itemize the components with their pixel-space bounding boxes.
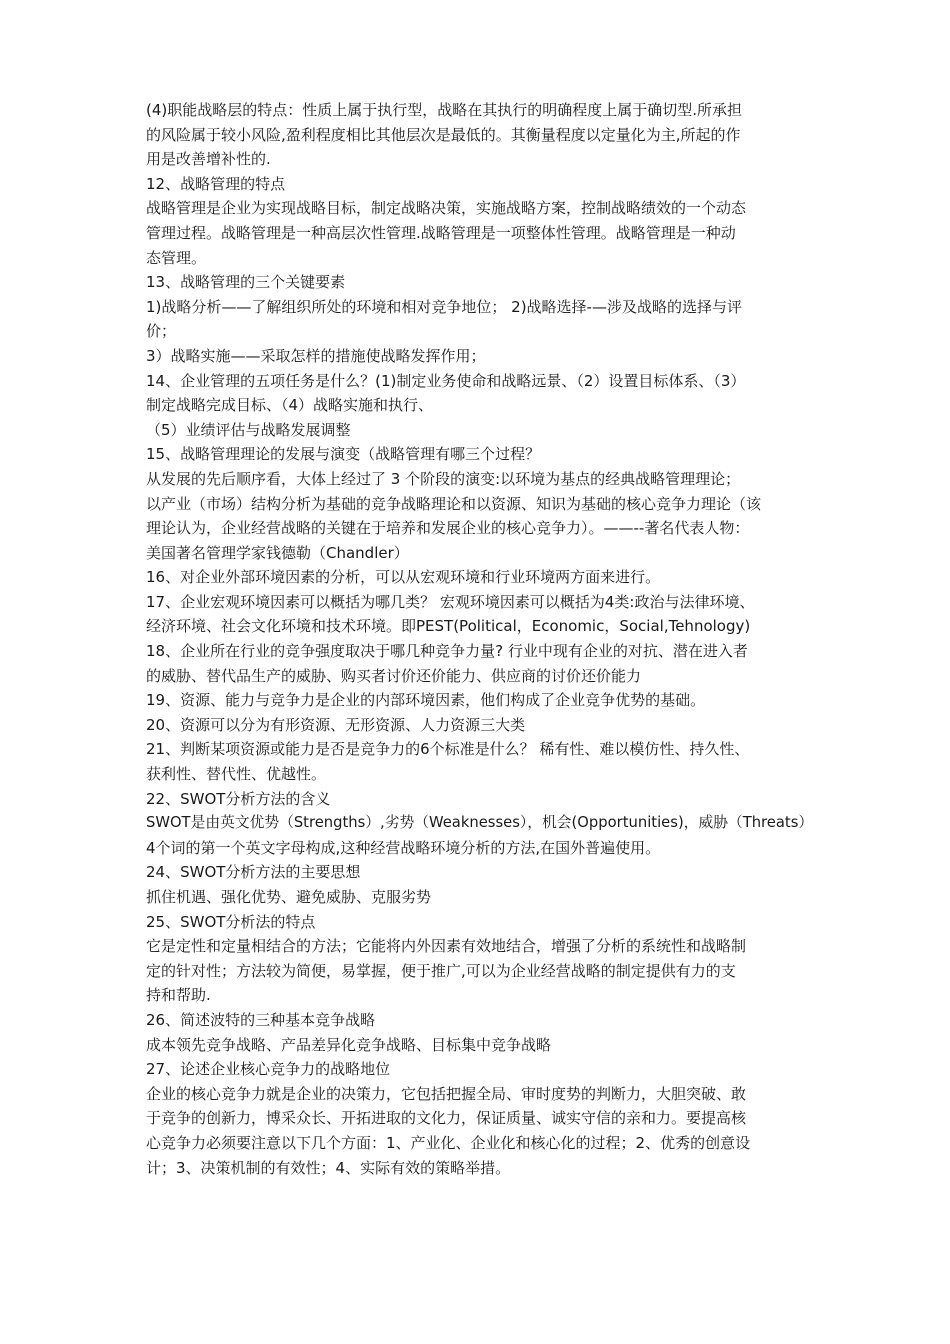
text-line: 用是改善增补性的. bbox=[146, 150, 271, 169]
text-line: 心竞争力必须要注意以下几个方面：1、产业化、企业化和核心化的过程；2、优秀的创意设 bbox=[146, 1133, 751, 1152]
section-heading: 14、企业管理的五项任务是什么？(1)制定业务使命和战略远景、（2）设置目标体系、（3） bbox=[146, 371, 746, 390]
text-line: 价； bbox=[146, 322, 177, 341]
section-heading: 24、SWOT分析方法的主要思想 bbox=[146, 863, 361, 882]
text-line: 以产业（市场）结构分析为基础的竞争战略理论和以资源、知识为基础的核心竞争力理论（该 bbox=[146, 494, 762, 513]
section-heading: 13、战略管理的三个关键要素 bbox=[146, 273, 346, 292]
section-heading: 22、SWOT分析方法的含义 bbox=[146, 789, 331, 808]
section-heading: 19、资源、能力与竞争力是企业的内部环境因素，他们构成了企业竞争优势的基础。 bbox=[146, 691, 706, 710]
text-line: 获利性、替代性、优越性。 bbox=[146, 765, 327, 784]
text-line: 4个词的第一个英文字母构成,这种经营战略环境分析的方法,在国外普遍使用。 bbox=[146, 838, 661, 857]
section-heading: 27、论述企业核心竞争力的战略地位 bbox=[146, 1060, 391, 1079]
text-line: SWOT是由英文优势（Strengths）,劣势（Weaknesses），机会(Opportunities)，威胁（Threats） bbox=[146, 814, 814, 832]
section-heading: 20、资源可以分为有形资源、无形资源、人力资源三大类 bbox=[146, 715, 526, 734]
text-line: 持和帮助. bbox=[146, 986, 211, 1005]
text-line: 成本领先竞争战略、产品差异化竞争战略、目标集中竞争战略 bbox=[146, 1035, 552, 1054]
text-line: 管理过程。战略管理是一种高层次性管理.战略管理是一项整体性管理。战略管理是一种动 bbox=[146, 223, 736, 242]
text-line: 企业的核心竞争力就是企业的决策力，它包括把握全局、审时度势的判断力，大胆突破、敢 bbox=[146, 1084, 747, 1103]
text-line: 它是定性和定量相结合的方法；它能将内外因素有效地结合，增强了分析的系统性和战略制 bbox=[146, 937, 747, 956]
text-line: 的风险属于较小风险,盈利程度相比其他层次是最低的。其衡量程度以定量化为主,所起的作 bbox=[146, 125, 741, 144]
section-heading: 12、战略管理的特点 bbox=[146, 174, 286, 193]
text-line: 3）战略实施——采取怎样的措施使战略发挥作用； bbox=[146, 346, 486, 365]
text-line: 于竞争的创新力，博采众长、开拓进取的文化力，保证质量、诚实守信的亲和力。要提高核 bbox=[146, 1109, 747, 1128]
text-line: 从发展的先后顺序看，大体上经过了 3 个阶段的演变:以环境为基点的经典战略管理理论； bbox=[146, 469, 741, 488]
text-line: 的威胁、替代品生产的威胁、购买者讨价还价能力、供应商的讨价还价能力 bbox=[146, 666, 642, 685]
section-heading: 21、判断某项资源或能力是否是竞争力的6个标准是什么？ 稀有性、难以模仿性、持久性、 bbox=[146, 740, 750, 759]
text-line: 制定战略完成目标、（4）战略实施和执行、 bbox=[146, 396, 434, 415]
section-heading: 25、SWOT分析法的特点 bbox=[146, 912, 316, 931]
section-heading: 15、战略管理理论的发展与演变（战略管理有哪三个过程？ bbox=[146, 445, 541, 464]
text-line: 抓住机遇、强化优势、避免威胁、克服劣势 bbox=[146, 888, 432, 906]
text-line: 计；3、决策机制的有效性；4、实际有效的策略举措。 bbox=[146, 1158, 511, 1177]
text-line: 态管理。 bbox=[146, 248, 207, 267]
section-heading: 26、简述波特的三种基本竞争战略 bbox=[146, 1010, 376, 1029]
text-line: 定的针对性；方法较为简便，易掌握，便于推广,可以为企业经营战略的制定提供有力的支 bbox=[146, 961, 736, 980]
text-line: 理论认为，企业经营战略的关键在于培养和发展企业的核心竞争力）。——--著名代表人物： bbox=[146, 519, 750, 538]
text-line: 经济环境、社会文化环境和技术环境。即PEST(Political，Economic，Social,Tehnology) bbox=[146, 617, 751, 636]
text-line: 战略管理是企业为实现战略目标，制定战略决策，实施战略方案，控制战略绩效的一个动态 bbox=[146, 199, 747, 218]
document-page bbox=[146, 98, 816, 1180]
text-line: 1)战略分析——了解组织所处的环境和相对竞争地位； 2)战略选择-—涉及战略的选择与评 bbox=[146, 297, 742, 316]
text-line: (4)职能战略层的特点：性质上属于执行型，战略在其执行的明确程度上属于确切型.所承担 bbox=[146, 101, 743, 119]
section-heading: 18、企业所在行业的竞争强度取决于哪几种竞争力量? 行业中现有企业的对抗、潜在进入者 bbox=[146, 642, 748, 661]
text-line: （5）业绩评估与战略发展调整 bbox=[146, 420, 351, 439]
section-heading: 16、对企业外部环境因素的分析，可以从宏观环境和行业环境两方面来进行。 bbox=[146, 568, 661, 587]
section-heading: 17、企业宏观环境因素可以概括为哪几类？ 宏观环境因素可以概括为4类:政治与法律环境、 bbox=[146, 592, 755, 611]
text-line: 美国著名管理学家钱德勒（Chandler） bbox=[146, 543, 409, 562]
